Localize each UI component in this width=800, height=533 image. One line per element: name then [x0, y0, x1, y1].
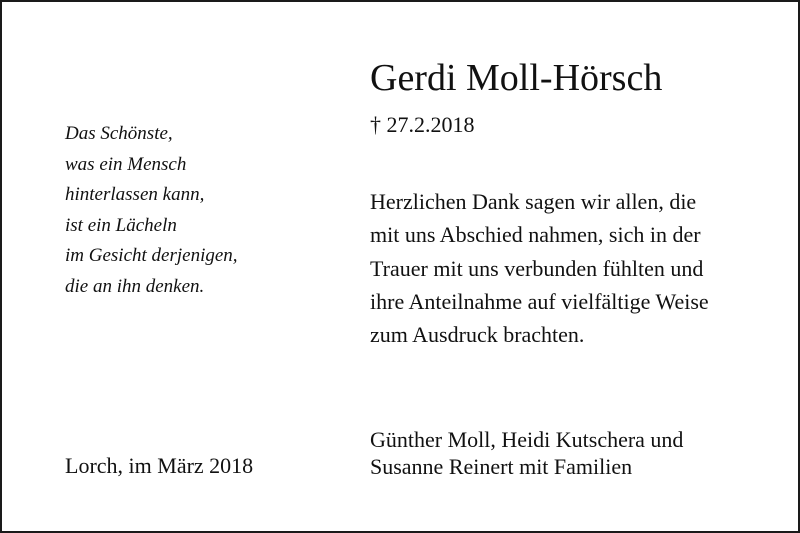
thanks-line: Trauer mit uns verbunden fühlten und: [370, 255, 704, 281]
poem-line: hinterlassen kann,: [65, 184, 205, 205]
poem-line: Das Schönste,: [65, 123, 173, 144]
poem-line: was ein Mensch: [65, 153, 187, 175]
memorial-poem: [65, 119, 238, 302]
family-signature: [370, 426, 683, 480]
death-date: † 27.2.2018: [370, 112, 475, 137]
thanks-line: ihre Anteilnahme auf vielfältige Weise: [370, 288, 709, 314]
signature-line: Susanne Reinert mit Familien: [370, 454, 633, 479]
poem-line: die an ihn denken.: [65, 275, 205, 297]
thanks-text: [370, 185, 709, 351]
poem-line: ist ein Lächeln: [65, 214, 177, 236]
thanks-line: zum Ausdruck brachten.: [370, 322, 585, 348]
thanks-line: Herzlichen Dank sagen wir allen, die: [370, 189, 697, 214]
thanks-line: mit uns Abschied nahmen, sich in der: [370, 222, 701, 248]
place-and-date: Lorch, im März 2018: [65, 453, 254, 478]
deceased-name: Gerdi Moll-Hörsch: [370, 57, 663, 99]
signature-line: Günther Moll, Heidi Kutschera und: [370, 427, 684, 452]
poem-line: im Gesicht derjenigen,: [65, 245, 238, 266]
